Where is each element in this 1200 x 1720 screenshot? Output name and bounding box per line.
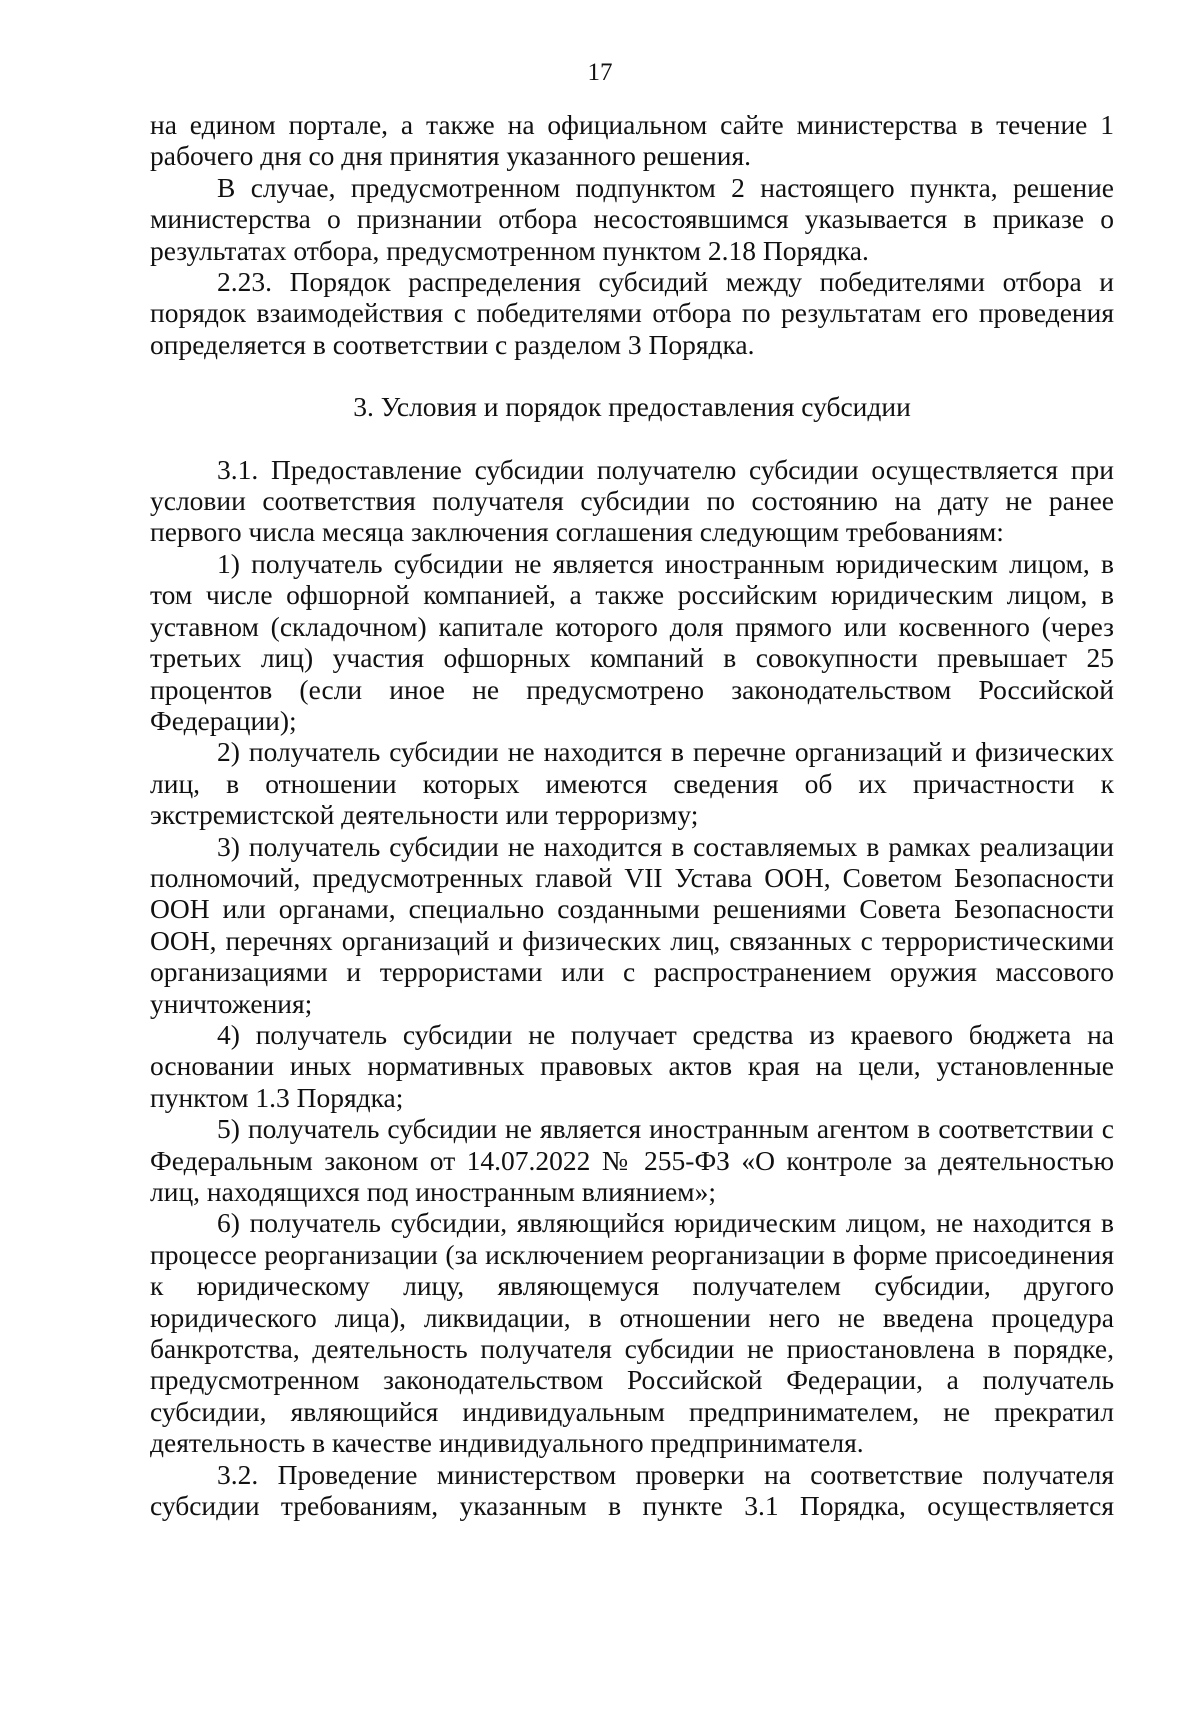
requirement-2: 2) получатель субсидии не находится в перечне организаций и физических лиц, в отношении которых имеются сведения об их причастности к экстремистской деятельности или терроризму; — [150, 736, 1114, 831]
paragraph-3-1: 3.1. Предоставление субсидии получателю субсидии осуществляется при условии соответствия получателя субсидии по состоянию на дату не ранее первого числа месяца заключения соглашения следующим требованиям: — [150, 453, 1114, 548]
requirement-5: 5) получатель субсидии не является иностранным агентом в соответствии с Федеральным законом от 14.07.2022 № 255-ФЗ «О контроле за деятельностью лиц, находящихся под иностранным влиянием»; — [150, 1113, 1114, 1207]
requirement-6: 6) получатель субсидии, являющийся юридическим лицом, не находится в процессе реорганизации (за исключением реорганизации в форме присоединения к юридическому лицу, являющемуся получателем субсидии, другого юридического лица), ликвидации, в отношении него не введена процедура банкротства, деятельность получателя субсидии не приостановлена в порядке, предусмотренном законодательством Российской Федерации, а получатель субсидии, являющийся индивидуальным предпринимателем, не прекратил деятельность в качестве индивидуального предпринимателя. — [150, 1207, 1114, 1459]
paragraph-selection-failed: В случае, предусмотренном подпунктом 2 настоящего пункта, решение министерства о признании отбора несостоявшимся указывается в приказе о результатах отбора, предусмотренном пунктом 2.18 Порядка. — [150, 171, 1114, 266]
paragraph-3-2-line-2: субсидии требованиям, указанным в пункте 3.1 Порядка, осуществляется — [150, 1490, 1114, 1522]
requirement-3: 3) получатель субсидии не находится в составляемых в рамках реализации полномочий, предусмотренных главой VII Устава ООН, Советом Безопасности ООН или органами, специально созданными решениями Совета Безопасности ООН, перечнях организаций и физических лиц, связанных с террористическими организациями и террористами или с распространением оружия массового уничтожения; — [150, 830, 1114, 1019]
page-number: 17 — [587, 59, 613, 86]
paragraph-portal-publication: на едином портале, а также на официальном сайте министерства в течение 1 рабочего дня со дня принятия указанного решения. — [150, 109, 1114, 172]
paragraph-3-2 — [150, 1459, 1114, 1522]
paragraph-3-2-line-1: 3.2. Проведение министерством проверки на соответствие получателя — [217, 1458, 1114, 1490]
paragraph-2-23: 2.23. Порядок распределения субсидий между победителями отбора и порядок взаимодействия с победителями отбора по результатам его проведения определяется в соответствии с разделом 3 Порядка. — [150, 266, 1114, 360]
requirement-4: 4) получатель субсидии не получает средства из краевого бюджета на основании иных нормативных правовых актов края на цели, установленные пунктом 1.3 Порядка; — [150, 1018, 1114, 1113]
section-heading: 3. Условия и порядок предоставления субсидии — [353, 391, 911, 423]
requirement-1: 1) получатель субсидии не является иностранным юридическим лицом, в том числе офшорной компанией, а также российским юридическим лицом, в уставном (складочном) капитале которого доля прямого или косвенного (через третьих лиц) участия офшорных компаний в совокупности превышает 25 процентов (если иное не предусмотрено законодательством Российской Федерации); — [150, 547, 1114, 736]
document-body — [150, 109, 1114, 1521]
